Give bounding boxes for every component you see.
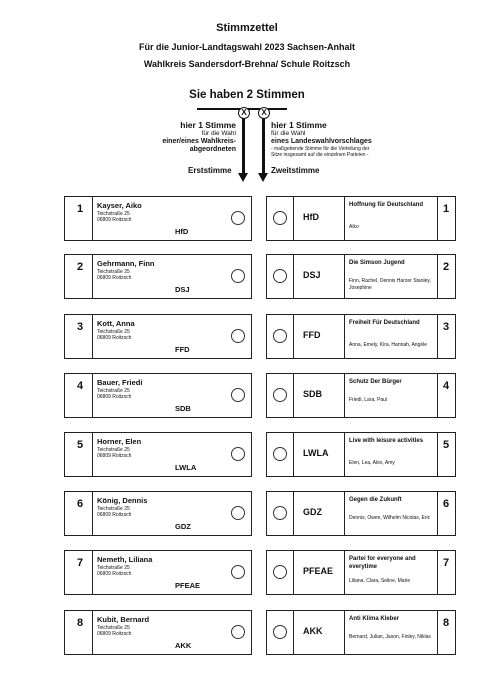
candidate-street: Teichstraße 25 [97, 329, 130, 335]
candidate-box [64, 196, 252, 241]
candidate-party: PFEAE [175, 581, 201, 590]
party-members: Elen, Lea, Alex, Amy [349, 460, 395, 466]
first-vote-circle[interactable] [231, 388, 245, 402]
candidate-party: HfD [175, 227, 189, 236]
party-divider [344, 611, 345, 654]
row-number-right: 1 [443, 203, 450, 215]
number-divider [92, 315, 93, 358]
candidate-city: 06809 Roitzsch [97, 394, 132, 400]
party-divider [344, 197, 345, 240]
party-members: Friedi, Lara, Paul [349, 397, 388, 403]
number-divider [92, 551, 93, 594]
right-number-divider [437, 374, 438, 417]
row-number-right: 6 [443, 498, 450, 510]
candidate-box [64, 491, 252, 536]
first-vote-circle[interactable] [231, 506, 245, 520]
party-box [266, 550, 456, 595]
circle-divider [293, 611, 294, 654]
candidate-box [64, 610, 252, 655]
circle-divider [293, 374, 294, 417]
candidate-address [97, 329, 131, 341]
ballot-title: Stimmzettel [216, 22, 278, 34]
party-divider [344, 374, 345, 417]
first-vote-x-icon: X [238, 107, 250, 119]
circle-divider [293, 197, 294, 240]
candidate-city: 06809 Roitzsch [97, 512, 132, 518]
district-line: Wahlkreis Sandersdorf-Brehna/ Schule Roitzsch [143, 59, 351, 69]
number-divider [92, 492, 93, 535]
row-number-right: 2 [443, 261, 450, 273]
candidate-name: Gehrmann, Finn [97, 259, 155, 268]
row-number: 7 [77, 557, 84, 569]
candidate-street: Teichstraße 25 [97, 565, 130, 571]
right-number-divider [437, 551, 438, 594]
second-vote-circle[interactable] [273, 388, 287, 402]
candidate-name: König, Dennis [97, 496, 148, 505]
first-vote-explanation: hier 1 Stimme für die Wahl einer/eines Wahlkreis- abgeordneten [162, 120, 236, 153]
circle-divider [293, 492, 294, 535]
candidate-box [64, 432, 252, 477]
candidate-street: Teichstraße 25 [97, 447, 130, 453]
candidate-name: Bauer, Friedi [97, 378, 143, 387]
party-full-name: Die Simson Jugend [349, 260, 405, 266]
candidate-name: Kubit, Bernard [97, 615, 150, 624]
candidate-party: SDB [175, 404, 191, 413]
row-number: 5 [77, 439, 84, 451]
ballot-row [64, 610, 456, 655]
second-vote-explanation: hier 1 Stimme für die Wahl eines Landeswahlvorschlages - maßgebende Stimme für die Verteilung der Sitze insgesamt auf die einzelnen Parteien - [271, 120, 372, 158]
second-vote-circle[interactable] [273, 211, 287, 225]
party-members: Liliana, Clara, Seline, Marie [349, 578, 411, 584]
party-box [266, 610, 456, 655]
candidate-address [97, 447, 131, 459]
candidate-city: 06809 Roitzsch [97, 571, 132, 577]
party-divider [344, 433, 345, 476]
first-vote-arrow-icon [238, 173, 248, 182]
party-abbreviation: SDB [303, 389, 323, 399]
candidate-party: GDZ [175, 522, 191, 531]
candidate-name: Kott, Anna [97, 319, 135, 328]
party-abbreviation: DSJ [303, 270, 321, 280]
second-vote-circle[interactable] [273, 506, 287, 520]
ballot-row [64, 196, 456, 241]
circle-divider [293, 315, 294, 358]
party-abbreviation: HfD [303, 212, 319, 222]
candidate-city: 06809 Roitzsch [97, 631, 132, 637]
row-number: 2 [77, 261, 84, 273]
candidate-address [97, 565, 131, 577]
party-full-name: Hoffnung für Deutschland [349, 202, 423, 208]
party-members: Aiko [349, 224, 359, 230]
party-box [266, 491, 456, 536]
second-vote-circle[interactable] [273, 329, 287, 343]
party-members: Bernard, Julian, Jason, Finley, Niklas [349, 634, 431, 640]
right-number-divider [437, 197, 438, 240]
party-full-name: Schutz Der Bürger [349, 379, 402, 385]
row-number-right: 3 [443, 321, 450, 333]
ballot-row [64, 254, 456, 299]
row-number-right: 7 [443, 557, 450, 569]
party-full-name: Freiheit Für Deutschland [349, 320, 420, 326]
candidate-street: Teichstraße 25 [97, 388, 130, 394]
candidate-city: 06809 Roitzsch [97, 453, 132, 459]
second-vote-label: Zweitstimme [271, 166, 320, 175]
number-divider [92, 374, 93, 417]
circle-divider [293, 433, 294, 476]
first-vote-circle[interactable] [231, 211, 245, 225]
candidate-party: AKK [175, 641, 192, 650]
candidate-address [97, 211, 131, 223]
candidate-street: Teichstraße 25 [97, 211, 130, 217]
row-number: 6 [77, 498, 84, 510]
right-number-divider [437, 255, 438, 298]
candidate-street: Teichstraße 25 [97, 625, 130, 631]
candidate-address [97, 269, 131, 281]
party-box [266, 373, 456, 418]
first-vote-circle[interactable] [231, 565, 245, 579]
candidate-party: DSJ [175, 285, 190, 294]
party-box [266, 196, 456, 241]
party-abbreviation: PFEAE [303, 566, 334, 576]
party-abbreviation: GDZ [303, 507, 322, 517]
party-full-name: Gegen die Zukunft [349, 497, 402, 503]
row-number-right: 4 [443, 380, 450, 392]
number-divider [92, 611, 93, 654]
number-divider [92, 255, 93, 298]
circle-divider [293, 255, 294, 298]
candidate-name: Horner, Elen [97, 437, 142, 446]
party-full-name: Anti Klima Kleber [349, 616, 400, 622]
ballot-row [64, 314, 456, 359]
party-members: Finn, Rachel, Dennis Harzer Stanley, Josephine [349, 278, 431, 291]
candidate-box [64, 314, 252, 359]
second-vote-circle[interactable] [273, 447, 287, 461]
first-vote-circle[interactable] [231, 625, 245, 639]
candidate-box [64, 550, 252, 595]
party-divider [344, 551, 345, 594]
candidate-city: 06809 Roitzsch [97, 275, 132, 281]
party-box [266, 432, 456, 477]
ballot-row [64, 373, 456, 418]
candidate-address [97, 388, 131, 400]
right-number-divider [437, 315, 438, 358]
row-number: 3 [77, 321, 84, 333]
candidate-city: 06809 Roitzsch [97, 217, 132, 223]
candidate-street: Teichstraße 25 [97, 506, 130, 512]
party-box [266, 314, 456, 359]
number-divider [92, 197, 93, 240]
row-number-right: 5 [443, 439, 450, 451]
party-abbreviation: LWLA [303, 448, 329, 458]
candidate-box [64, 373, 252, 418]
candidate-street: Teichstraße 25 [97, 269, 130, 275]
ballot-row [64, 550, 456, 595]
candidate-name: Kayser, Aiko [97, 201, 142, 210]
first-vote-label: Erststimme [188, 166, 232, 175]
votes-heading: Sie haben 2 Stimmen [189, 89, 305, 101]
ballot-row [64, 491, 456, 536]
candidate-name: Nemeth, Liliana [97, 555, 153, 564]
second-vote-arrow-line [262, 118, 265, 174]
party-members: Anna, Emely, Kira, Hannah, Angèle [349, 342, 428, 348]
candidate-address [97, 625, 131, 637]
party-divider [344, 255, 345, 298]
ballot-row [64, 432, 456, 477]
candidate-party: FFD [175, 345, 190, 354]
first-vote-circle[interactable] [231, 269, 245, 283]
first-vote-circle[interactable] [231, 329, 245, 343]
party-abbreviation: FFD [303, 330, 321, 340]
candidate-city: 06809 Roitzsch [97, 335, 132, 341]
party-box [266, 254, 456, 299]
candidate-party: LWLA [175, 463, 197, 472]
right-number-divider [437, 433, 438, 476]
second-vote-circle[interactable] [273, 625, 287, 639]
party-full-name: Live with leisure activities [349, 438, 424, 444]
circle-divider [293, 551, 294, 594]
right-number-divider [437, 492, 438, 535]
number-divider [92, 433, 93, 476]
row-number: 4 [77, 380, 84, 392]
party-members: Dennis, Owen, Wilhelm Nicolas, Eric [349, 515, 431, 521]
second-vote-arrow-icon [258, 173, 268, 182]
first-vote-arrow-line [242, 118, 245, 174]
second-vote-circle[interactable] [273, 269, 287, 283]
party-full-name: Partei for everyone and everytime [349, 556, 416, 570]
right-number-divider [437, 611, 438, 654]
party-divider [344, 492, 345, 535]
candidate-address [97, 506, 131, 518]
candidate-box [64, 254, 252, 299]
second-vote-x-icon: X [258, 107, 270, 119]
second-vote-circle[interactable] [273, 565, 287, 579]
row-number: 8 [77, 617, 84, 629]
first-vote-circle[interactable] [231, 447, 245, 461]
row-number: 1 [77, 203, 84, 215]
row-number-right: 8 [443, 617, 450, 629]
election-subtitle: Für die Junior-Landtagswahl 2023 Sachsen-Anhalt [138, 42, 356, 52]
party-abbreviation: AKK [303, 626, 323, 636]
party-divider [344, 315, 345, 358]
